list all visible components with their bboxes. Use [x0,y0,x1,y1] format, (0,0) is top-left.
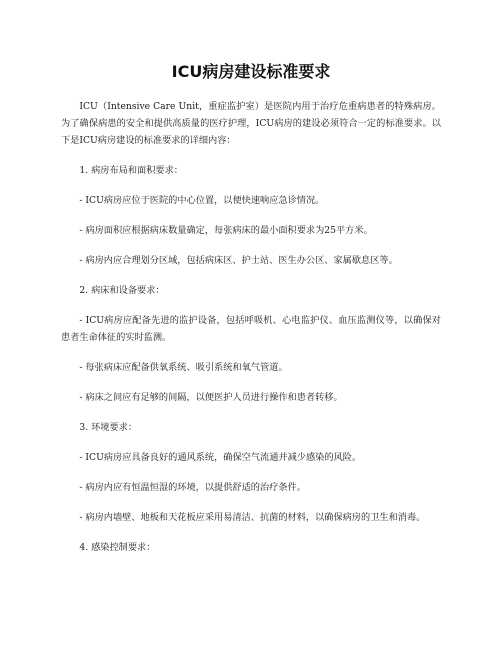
section-heading-infection-control: 4. 感染控制要求： [79,542,156,553]
list-item: - 每张病床应配备供氧系统、吸引系统和氧气管道。 [79,362,288,373]
list-item: - 病房内墙壁、地板和天花板应采用易清洁、抗菌的材料，以确保病房的卫生和消毒。 [79,512,426,523]
list-item: - ICU病房应具备良好的通风系统，确保空气流通并减少感染的风险。 [79,452,362,463]
list-item: - ICU病房应位于医院的中心位置，以便快速响应急诊情况。 [79,195,325,206]
section-heading-layout: 1. 病房布局和面积要求： [79,165,183,176]
list-item: - 病房面积应根据病床数量确定，每张病床的最小面积要求为25平方米。 [79,225,373,236]
document-title: ICU病房建设标准要求 [171,62,331,81]
list-item: - ICU病房应配备先进的监护设备，包括呼吸机、心电监护仪、血压监测仪等，以确保对患者生命体征的实时监测。 [61,315,441,343]
list-item: - 病房内应合理划分区域，包括病床区、护士站、医生办公区、家属歇息区等。 [79,255,398,266]
list-item: - 病床之间应有足够的间隔，以便医护人员进行操作和患者转移。 [79,392,343,403]
intro-paragraph: ICU（Intensive Care Unit，重症监护室）是医院内用于治疗危重病患者的特殊病房。为了确保病患的安全和提供高质量的医疗护理，ICU病房的建设必须符合一定的标准要求。以下是ICU病房建设的标准要求的详细内容： [61,101,441,146]
list-item: - 病房内应有恒温恒湿的环境，以提供舒适的治疗条件。 [79,482,306,493]
section-heading-equipment: 2. 病床和设备要求： [79,285,165,296]
section-heading-environment: 3. 环境要求： [79,422,138,433]
document-body [61,98,441,569]
